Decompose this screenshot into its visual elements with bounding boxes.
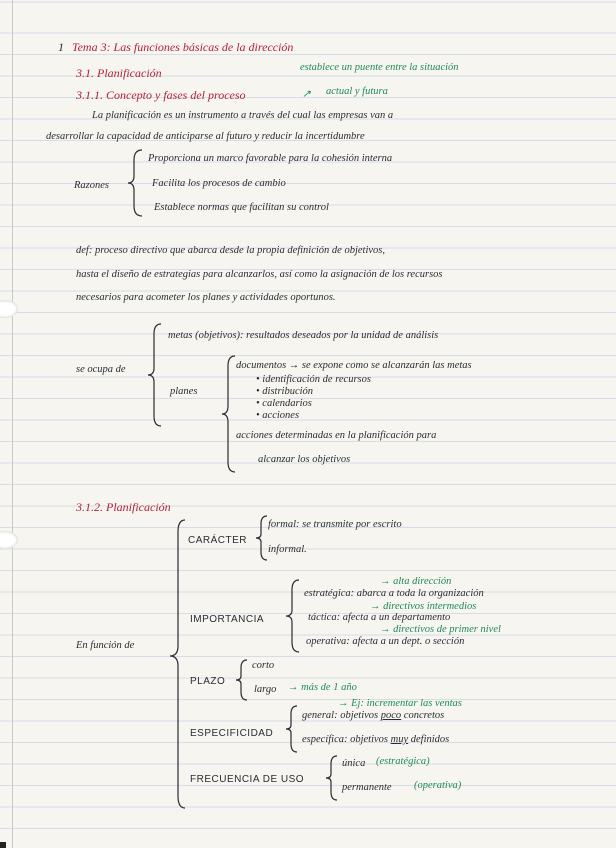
bullet-item: • identificación de recursos xyxy=(256,374,371,385)
frecuencia-permanente-note: (operativa) xyxy=(414,780,462,791)
green-note-puente: establece un puente entre la situación xyxy=(300,62,459,73)
razones-label: Razones xyxy=(74,180,109,191)
especificidad-especifica: específica: objetivos muy definidos xyxy=(302,734,450,745)
binder-hole xyxy=(0,531,18,549)
green-note-actual: actual y futura xyxy=(326,86,388,97)
brace-caracter xyxy=(256,514,268,562)
tema-title: Tema 3: Las funciones básicas de la dirección xyxy=(72,40,294,54)
acciones-line-1: acciones determinadas en la planificación para xyxy=(236,430,437,441)
plazo-label: PLAZO xyxy=(190,676,226,687)
bullet-item: • calendarios xyxy=(256,398,312,409)
section-3-1-1: 3.1.1. Concepto y fases del proceso xyxy=(76,88,246,102)
definition-line-3: necesarios para acometer los planes y actividades oportunos. xyxy=(76,292,336,303)
caracter-formal: formal: se transmite por escrito xyxy=(268,519,402,530)
corner-mark xyxy=(0,842,6,848)
frecuencia-unica-note: (estratégica) xyxy=(376,756,430,767)
especificidad-general: general: objetivos poco concretos xyxy=(302,710,445,721)
caracter-informal: informal. xyxy=(268,544,307,555)
ocupa-label: se ocupa de xyxy=(76,364,126,375)
razon-item: Establece normas que facilitan su control xyxy=(154,202,329,213)
importancia-operativa: operativa: afecta a un dept. o sección xyxy=(306,636,465,647)
razon-item: Facilita los procesos de cambio xyxy=(152,178,286,189)
documentos-line: documentos → se expone como se alcanzarán las metas xyxy=(236,360,472,371)
section-3-1: 3.1. Planificación xyxy=(76,66,162,80)
note-primer-nivel: → directivos de primer nivel xyxy=(380,624,501,635)
brace-razones xyxy=(128,148,144,218)
caracter-label: CARÁCTER xyxy=(188,535,248,546)
plazo-corto: corto xyxy=(252,660,275,671)
brace-ocupa xyxy=(148,322,162,428)
brace-plazo xyxy=(236,658,248,702)
metas-line: metas (objetivos): resultados deseados por la unidad de análisis xyxy=(168,330,439,341)
frecuencia-label: FRECUENCIA DE USO xyxy=(190,774,305,785)
especificidad-label: ESPECIFICIDAD xyxy=(190,728,274,739)
note-directivos-intermedios: → directivos intermedios xyxy=(370,601,477,612)
definition-line-2: hasta el diseño de estrategias para alcanzarlos, así como la asignación de los recursos xyxy=(76,269,443,280)
plazo-largo-note: → más de 1 año xyxy=(288,682,357,693)
acciones-line-2: alcanzar los objetivos xyxy=(258,454,351,465)
green-arrow: ↗ xyxy=(302,89,311,100)
note-alta-direccion: → alta dirección xyxy=(380,576,452,587)
section-3-1-2: 3.1.2. Planificación xyxy=(76,500,171,514)
note-ejemplo: → Ej: incrementar las ventas xyxy=(338,698,462,709)
definition-line-1: def: proceso directivo que abarca desde la propia definición de objetivos, xyxy=(76,245,385,256)
bullet-item: • acciones xyxy=(256,410,300,421)
intro-line-1: La planificación es un instrumento a través del cual las empresas van a xyxy=(92,110,394,121)
razon-item: Proporciona un marco favorable para la cohesión interna xyxy=(148,153,393,164)
brace-planes xyxy=(222,354,236,474)
importancia-label: IMPORTANCIA xyxy=(190,614,265,625)
brace-en-funcion xyxy=(170,518,186,810)
margin-line xyxy=(12,0,13,848)
planes-label: planes xyxy=(170,386,198,397)
page-number: 1 xyxy=(58,40,64,54)
brace-especificidad xyxy=(286,704,298,754)
binder-hole xyxy=(0,300,18,318)
brace-importancia xyxy=(286,578,300,654)
plazo-largo: largo xyxy=(254,684,277,695)
frecuencia-permanente: permanente xyxy=(342,782,392,793)
frecuencia-unica: única xyxy=(342,758,366,769)
importancia-estrategica: estratégica: abarca a toda la organización xyxy=(304,588,484,599)
importancia-tactica: táctica: afecta a un departamento xyxy=(308,612,451,623)
intro-line-2: desarrollar la capacidad de anticiparse al futuro y reducir la incertidumbre xyxy=(46,131,365,142)
bullet-item: • distribución xyxy=(256,386,314,397)
brace-frecuencia xyxy=(326,754,338,802)
en-funcion-label: En función de xyxy=(76,640,135,651)
